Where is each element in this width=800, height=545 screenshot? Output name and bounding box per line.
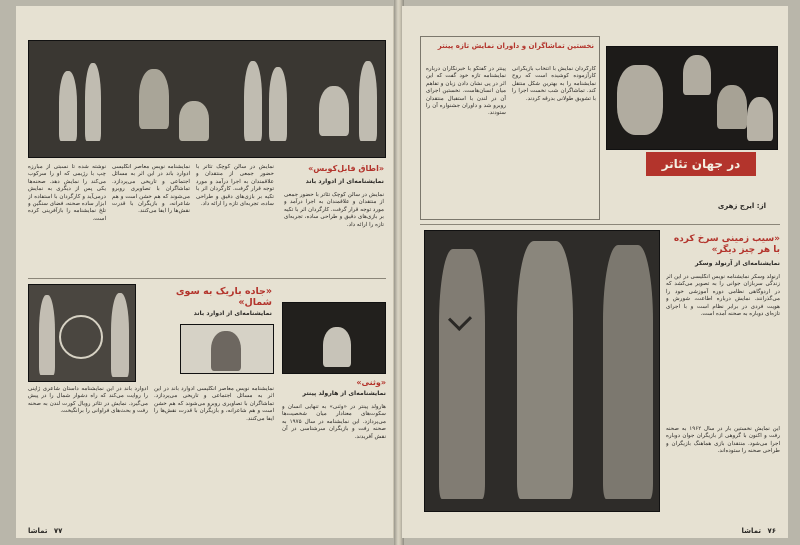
left-body-text-1: نوشته شده تا نسبتی از مبارزه چپ با رژیمی که او را سرکوب می‌کند را نمایش دهد. صحنه‌ها یکی پس از دیگری به نمایش درمی‌آید و کارگردان با استفاده از ابزار ساده صحنه، فضای سنگین و تلخ نمایشنامه را بازآفرینی کرده است. — [28, 164, 106, 222]
left-body-text-6: هارولد پینتر در «وثنی» به تنهایی انسان و سکوت‌های معنادار میان شخصیت‌ها می‌پردازد. این نمایشنامه در سال ۱۹۷۵ به صحنه رفت و بازیگران سرشناسی در آن نقش آفریدند. — [282, 404, 386, 440]
right-section-sub-1: نمایشنامه‌ای از آرنولد وسکر — [695, 260, 780, 267]
column-header-photo — [606, 46, 778, 150]
right-body-text-2: این نمایش نخستین بار در سال ۱۹۶۲ به صحنه رفت و اکنون با گروهی از بازیگران جوان دوباره اجرا می‌شود. منتقدان بازی هماهنگ بازیگران و طراحی صحنه را ستوده‌اند. — [666, 426, 780, 455]
intro-heading: نخستین تماشاگران و داوران نمایش تازه پینتر — [437, 42, 594, 50]
column-title-tab: در جهان تئاتر — [646, 152, 756, 176]
left-section-title-1: «اطاق فابل‌کوبس» — [308, 164, 384, 173]
intro-text-2: کارگردان نمایش با انتخاب بازیگرانی کارآزموده کوشیده است که روح نمایشنامه را به بهترین شکل منتقل کند. تماشاگران شب نخست اجرا را با تشویق طولانی بدرقه کردند. — [512, 66, 596, 102]
left-section-title-2: «جاده باریک به سوی شمال» — [175, 286, 272, 308]
left-section-sub-2: نمایشنامه‌ای از ادوارد باند — [193, 310, 272, 317]
right-page-number: ۷۶ — [767, 527, 776, 535]
right-footer-logo: تماشا — [741, 527, 762, 535]
left-body-text-5: نمایشنامه نویس معاصر انگلیسی ادوارد باند در این اثر به مسائل اجتماعی و تاریخی می‌پردازد. تماشاگران با تصاویری روبرو می‌شوند که هم خشن است و هم شاعرانه، و بازیگران با قدرت نقش‌ها را ایفا می‌کنند. — [154, 386, 274, 422]
left-body-text-4: ادوارد باند در این نمایشنامه داستان شاعری ژاپنی را روایت می‌کند که راه دشوار شمال را در پیش می‌گیرد. نمایش در تئاتر رویال کورت لندن به صحنه رفت و بحث‌های فراوانی را برانگیخت. — [28, 386, 148, 415]
stage-photo-wheel — [28, 284, 136, 382]
intro-text: پینتر در گفتگو با خبرنگاران درباره نمایشنامه تازه خود گفت که این اثر در پی نشان دادن زبان و تفاهم میان انسان‌هاست. نخستین اجرای آن در لندن با استقبال منتقدان روبرو شد و داوران جشنواره آن را ستودند. — [426, 66, 506, 117]
left-footer — [28, 527, 62, 535]
left-page — [16, 6, 394, 538]
left-section-sub-3: نمایشنامه‌ای از هارولد پینتر — [302, 390, 386, 397]
right-footer — [742, 527, 776, 535]
left-body-text-3b: نمایش در سالن کوچک تئاتر با حضور جمعی از منتقدان و علاقمندان به اجرا درآمد و مورد توجه قرار گرفت. کارگردان اثر با تکیه بر بازی‌های دقیق و طراحی ساده، تجربه‌ای تازه را ارائه داد. — [284, 192, 384, 228]
right-page — [402, 6, 788, 538]
left-footer-logo: تماشا — [28, 527, 48, 535]
stage-photo-swimmer — [282, 302, 386, 374]
left-section-sub-1: نمایشنامه‌ای از ادوارد باند — [305, 178, 384, 185]
left-page-number: ۷۷ — [53, 527, 63, 535]
left-section-title-3: «وثنی» — [356, 378, 386, 387]
actor-portrait-photo — [180, 324, 274, 374]
right-section-title-1: «سیب زمینی سرخ کرده با هر چیز دیگر» — [673, 234, 780, 255]
right-body-text-1: آرنولد وسکر نمایشنامه نویس انگلیسی در این اثر زندگی سربازان جوانی را به تصویر می‌کشد که در اردوگاهی نظامی دوره آموزشی خود را می‌گذرانند. نمایش درباره اطاعت، شورش و هویت فردی در برابر نظام است و با اجرای تازه‌ای دوباره به صحنه آمده است. — [666, 274, 780, 318]
soldiers-stage-photo — [424, 230, 660, 512]
left-body-text-2: نمایشنامه نویس معاصر انگلیسی ادوارد باند در این اثر به مسائل اجتماعی و تاریخی می‌پردازد. تماشاگران با تصاویری روبرو می‌شوند که هم خشن است و هم شاعرانه، و بازیگران با قدرت نقش‌ها را ایفا می‌کنند. — [112, 164, 190, 215]
byline: از: ایرج زهری — [717, 202, 766, 210]
left-body-text-3: نمایش در سالن کوچک تئاتر با حضور جمعی از منتقدان و علاقمندان به اجرا درآمد و مورد توجه قرار گرفت. کارگردان اثر با تکیه بر بازی‌های دقیق و طراحی ساده، تجربه‌ای تازه را ارائه داد. — [196, 164, 274, 208]
stage-photo-kitchen — [28, 40, 386, 158]
